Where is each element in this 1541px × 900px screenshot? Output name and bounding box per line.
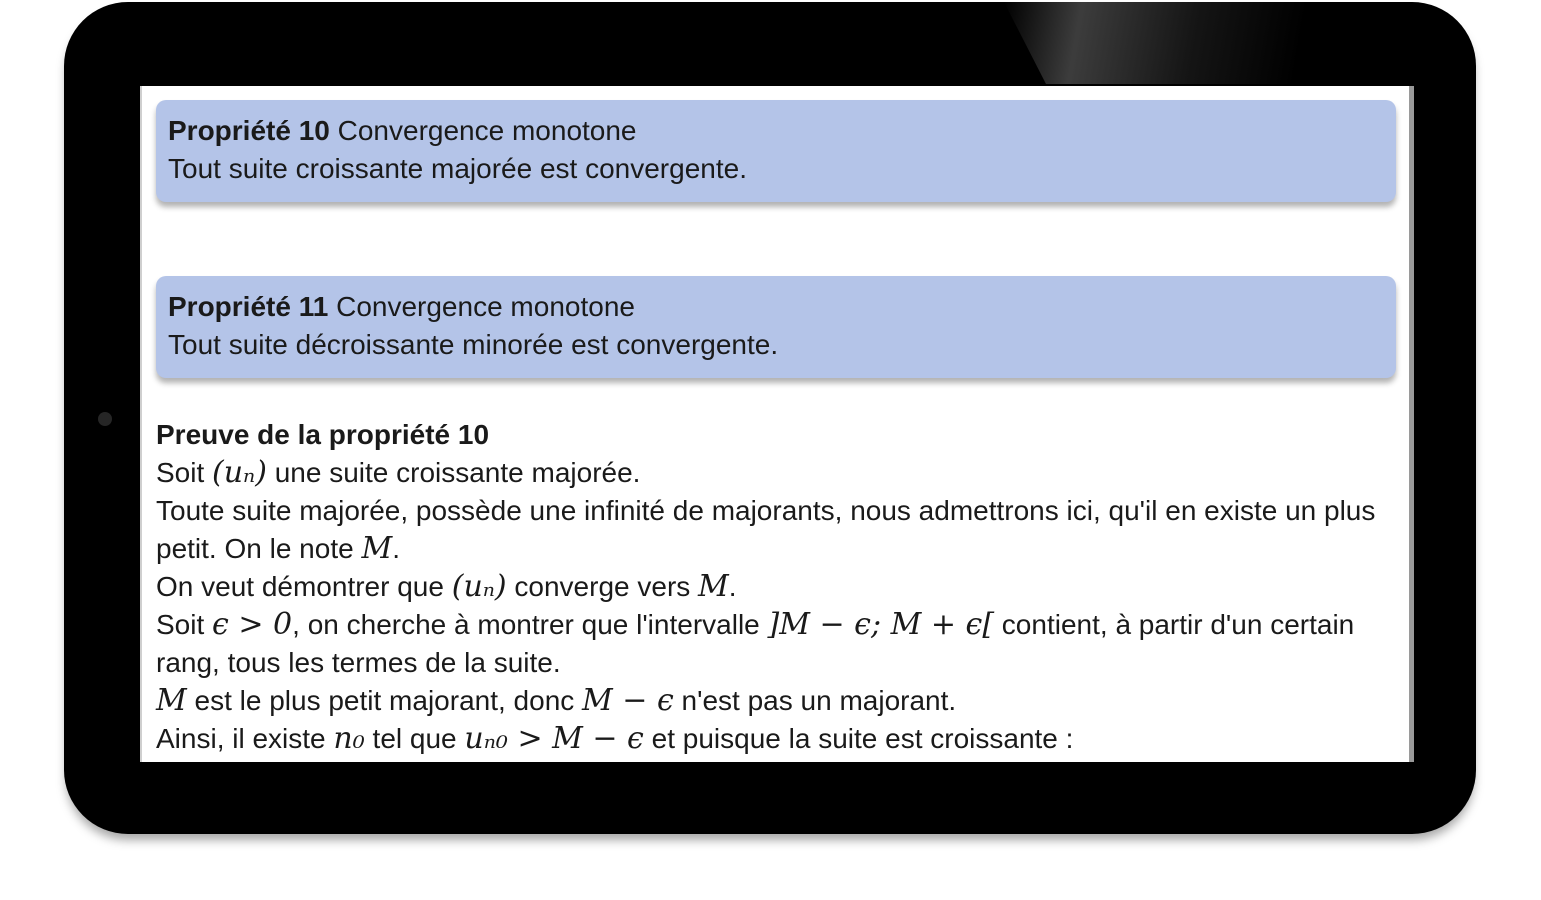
proof-line-5 [156, 682, 1396, 720]
property-11-statement: Tout suite décroissante minorée est convergente. [168, 329, 779, 360]
math-expression: ]M − ϵ; M + ϵ[ [767, 607, 995, 642]
math-expression: (uₙ) [451, 569, 507, 604]
proof-text: et puisque la suite est croissante : [643, 723, 1074, 754]
proof-text: Soit [156, 457, 213, 488]
proof-line-1 [156, 454, 1396, 492]
proof-line-3 [156, 568, 1396, 606]
property-10-header [168, 112, 1384, 150]
math-expression: M − ϵ [582, 683, 674, 718]
camera-icon [98, 412, 112, 426]
proof-text: Toute suite majorée, possède une infinité de majorants, nous admettrons ici, qu'il en existe un plus petit. On le note [156, 495, 1376, 564]
property-10-statement: Tout suite croissante majorée est convergente. [168, 153, 747, 184]
proof-text: contient, à partir d'un certain rang, tous les termes de la suite. [156, 609, 1355, 678]
property-11-label: Propriété 11 [168, 291, 329, 322]
property-10-label: Propriété 10 [168, 115, 330, 146]
math-expression: M [698, 569, 729, 604]
proof-line-2 [156, 492, 1396, 568]
proof-line-4 [156, 606, 1396, 682]
proof-text: . [392, 533, 400, 564]
proof-text: , on cherche à montrer que l'intervalle [292, 609, 768, 640]
proof-text: On veut démontrer que [156, 571, 452, 602]
math-expression: ϵ > 0 [212, 607, 293, 642]
screen-glare [1004, 2, 1424, 84]
proof-text: est le plus petit majorant, donc [186, 685, 583, 716]
proof-text: converge vers [506, 571, 699, 602]
tablet-frame [64, 2, 1476, 834]
proof-line-6 [156, 720, 1396, 758]
proof-section [156, 416, 1396, 758]
math-expression: M [156, 683, 187, 718]
proof-text: Soit [156, 609, 213, 640]
proof-text: tel que [364, 723, 465, 754]
tablet-screen[interactable] [140, 86, 1414, 762]
scrollbar[interactable] [1409, 86, 1414, 762]
proof-heading: Preuve de la propriété 10 [156, 419, 490, 450]
math-expression: uₙ₀ > M − ϵ [464, 721, 644, 756]
math-expression: M [361, 531, 393, 566]
property-10-box [156, 100, 1396, 202]
proof-text: n'est pas un majorant. [673, 685, 957, 716]
math-expression: n₀ [333, 721, 365, 756]
property-11-box [156, 276, 1396, 378]
property-11-title: Convergence monotone [328, 291, 635, 322]
property-11-header [168, 288, 1384, 326]
proof-text: Ainsi, il existe [156, 723, 334, 754]
proof-text: une suite croissante majorée. [266, 457, 641, 488]
proof-text: . [728, 571, 737, 602]
property-10-title: Convergence monotone [329, 115, 637, 146]
math-expression: (uₙ) [212, 455, 267, 490]
